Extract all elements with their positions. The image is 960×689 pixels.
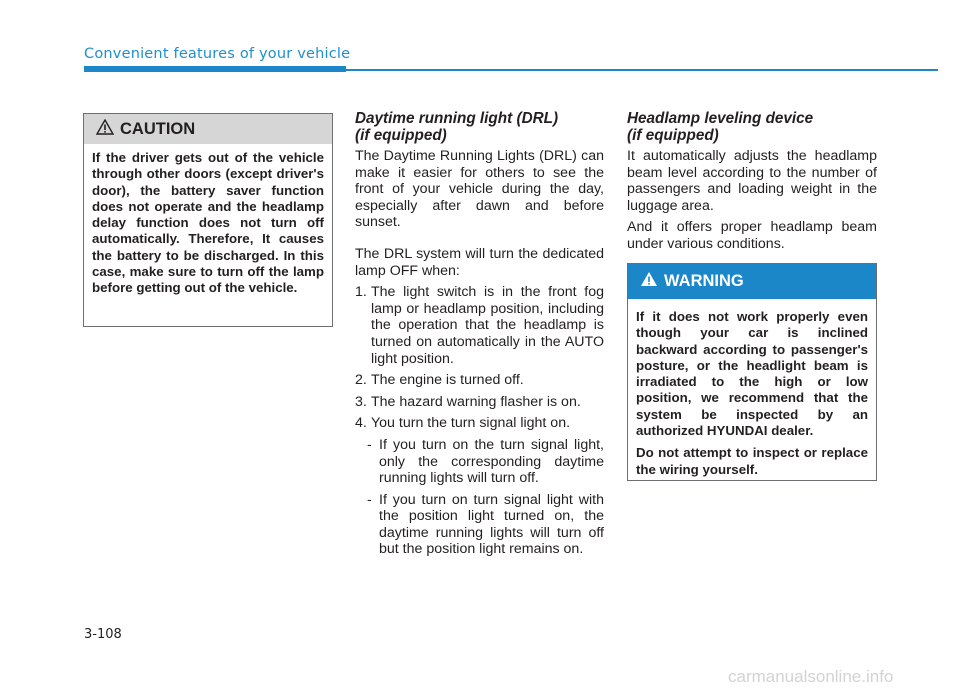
drl-section — [355, 111, 604, 563]
list-number: 4. — [355, 415, 367, 432]
list-text: If you turn on the turn signal light, only the corresponding daytime running lights will turn off. — [379, 436, 604, 487]
drl-item — [355, 372, 604, 389]
warning-body — [628, 299, 876, 478]
caution-header — [84, 114, 332, 144]
caution-box — [83, 113, 333, 327]
header-bar — [84, 66, 346, 72]
drl-intro: The Daytime Running Lights (DRL) can make it easier for others to see the front of your vehicle during the day, especially after dawn and before sunset. — [355, 148, 604, 231]
page-number: 3-108 — [84, 627, 122, 642]
list-number: 2. — [355, 372, 367, 389]
drl-lead: The DRL system will turn the dedicated lamp OFF when: — [355, 245, 604, 279]
list-dash: - — [367, 491, 372, 508]
warning-para2: Do not attempt to inspect or replace the wiring yourself. — [636, 445, 868, 477]
warning-title: WARNING — [664, 272, 744, 290]
leveling-heading-line1: Headlamp leveling device — [627, 110, 814, 127]
drl-subitem — [355, 437, 604, 487]
leveling-para2: And it offers proper headlamp beam under various conditions. — [627, 219, 877, 252]
warning-triangle-icon — [96, 119, 114, 140]
warning-para1: If it does not work properly even though your car is inclined backward according to passenger's posture, or the headlight beam is irradiated to the high or low position, we recommend that the system be inspected by an authorized HYUNDAI dealer. — [636, 309, 868, 439]
caution-body — [84, 144, 332, 297]
drl-subitem — [355, 492, 604, 558]
leveling-heading-line2: (if equipped) — [627, 126, 719, 144]
drl-heading-line1: Daytime running light (DRL) — [355, 110, 559, 127]
leveling-para1: It automatically adjusts the headlamp beam level according to the number of passengers and loading weight in the luggage area. — [627, 148, 877, 214]
warning-box — [627, 263, 877, 481]
drl-item — [355, 415, 604, 432]
drl-heading-line2: (if equipped) — [355, 126, 447, 144]
watermark: carmanualsonline.info — [728, 667, 894, 686]
list-text: The light switch is in the front fog lamp or headlamp position, including the operation that the headlamp is turned on automatically in the AUTO light position. — [371, 284, 604, 367]
list-text: You turn the turn signal light on. — [371, 415, 571, 432]
list-text: If you turn on turn signal light with the position light turned on, the daytime running lights will turn off but the position light remains on. — [379, 491, 604, 558]
list-text: The engine is turned off. — [371, 372, 524, 389]
warning-header — [628, 264, 876, 299]
caution-text: If the driver gets out of the vehicle through other doors (except driver's door), the battery saver function does not operate and the headlamp delay function does not turn off automatically. Therefore, It causes the battery to be discharged. In this case, make sure to turn off the lamp before getting out of the vehicle. — [92, 150, 324, 296]
drl-item — [355, 394, 604, 411]
list-dash: - — [367, 436, 372, 453]
caution-title: CAUTION — [120, 119, 196, 138]
leveling-section — [627, 111, 877, 258]
section-title: Convenient features of your vehicle — [84, 46, 351, 62]
list-number: 1. — [355, 284, 367, 301]
leveling-heading — [627, 111, 877, 144]
drl-item — [355, 284, 604, 367]
list-text: The hazard warning flasher is on. — [371, 393, 581, 410]
drl-heading — [355, 111, 604, 144]
list-number: 3. — [355, 393, 367, 410]
warning-triangle-icon — [640, 271, 658, 292]
header-rule — [346, 69, 938, 71]
